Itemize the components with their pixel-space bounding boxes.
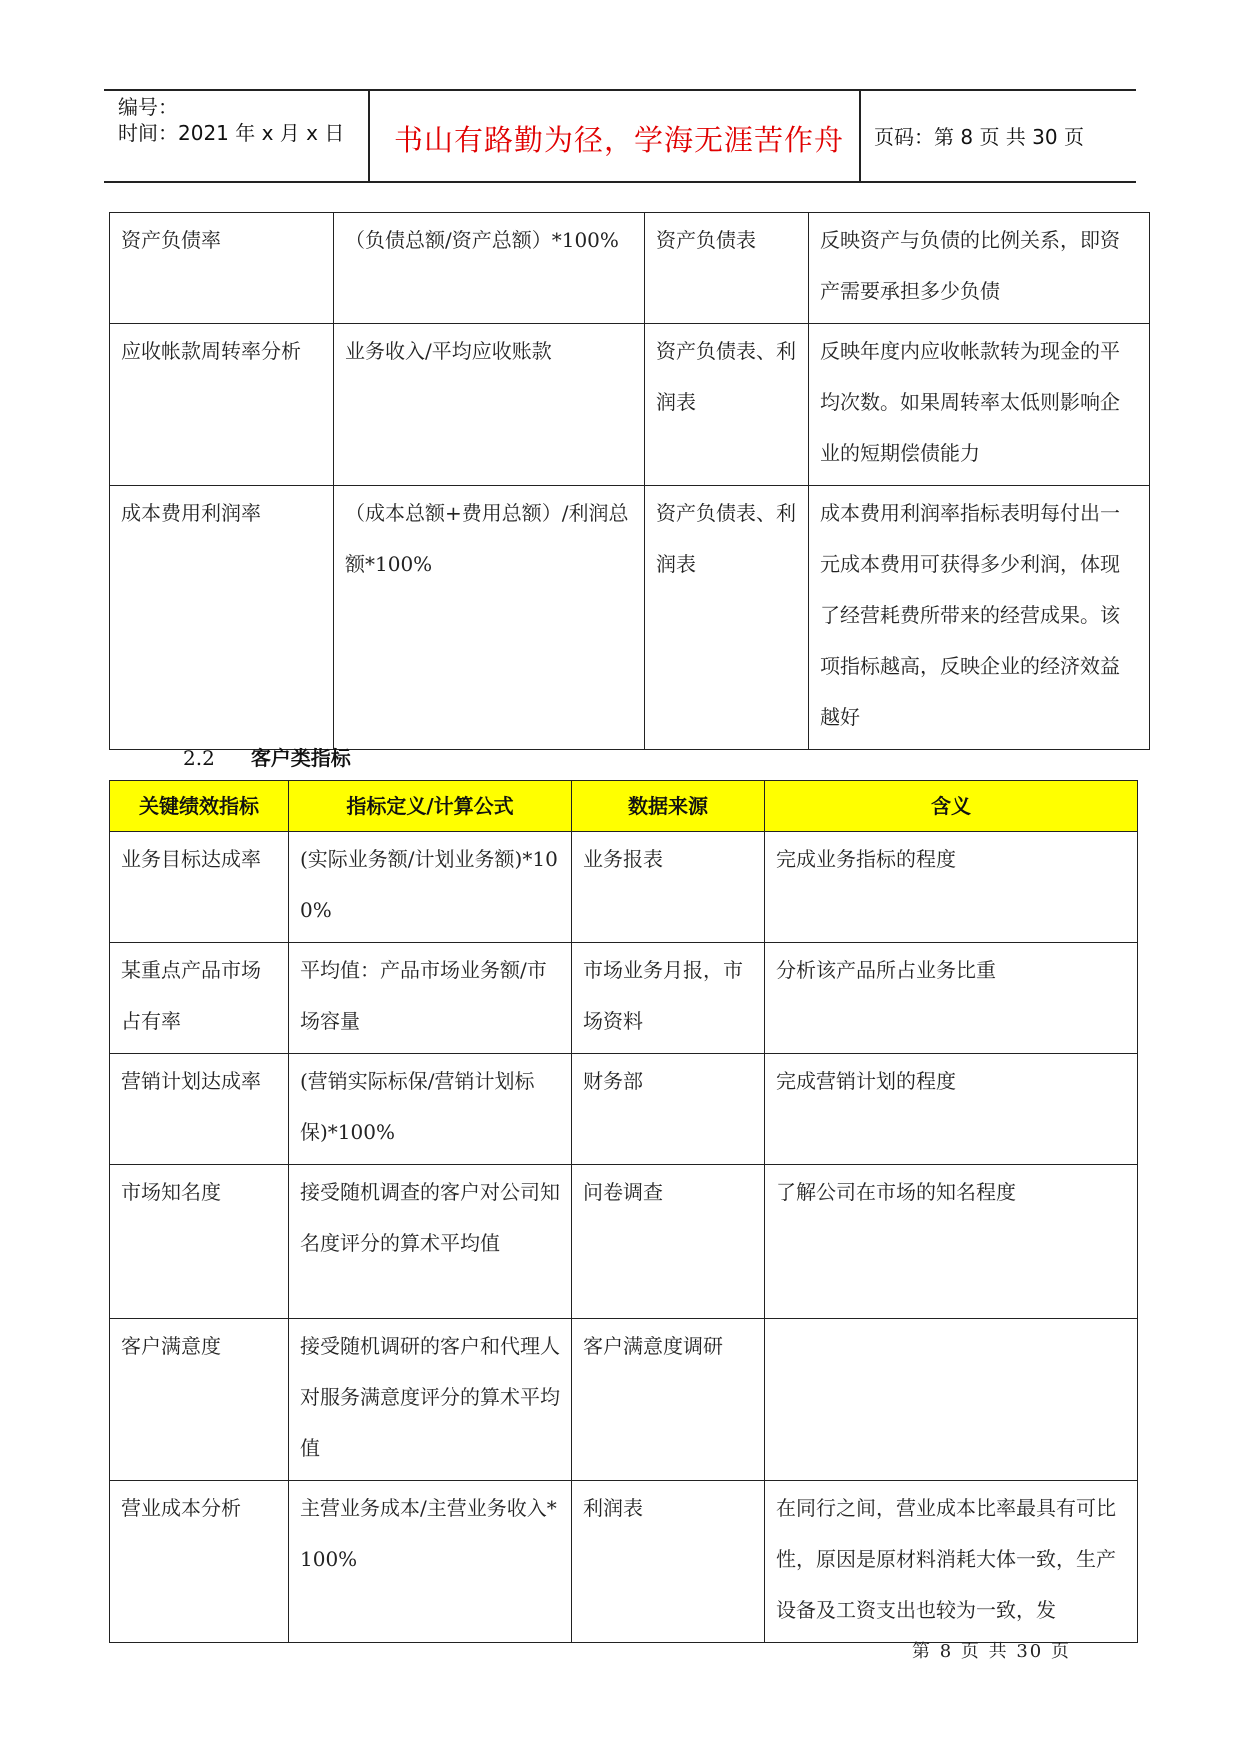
table-cell: 接受随机调研的客户和代理人对服务满意度评分的算术平均值 [289, 1319, 572, 1481]
table-cell: 反映资产与负债的比例关系，即资产需要承担多少负债 [809, 213, 1150, 324]
table-cell: 资产负债表、利润表 [645, 324, 809, 486]
table-cell: 接受随机调查的客户对公司知名度评分的算术平均值 [289, 1165, 572, 1319]
table-cell: 了解公司在市场的知名程度 [765, 1165, 1138, 1319]
table-cell: 分析该产品所占业务比重 [765, 943, 1138, 1054]
table-cell: （负债总额/资产总额）*100% [334, 213, 645, 324]
table-row [110, 1054, 1138, 1165]
table-row [110, 486, 1150, 750]
table-cell: 营业成本分析 [110, 1481, 289, 1643]
table-cell: （成本总额+费用总额）/利润总额*100% [334, 486, 645, 750]
table-cell: (营销实际标保/营销计划标保)*100% [289, 1054, 572, 1165]
table-cell: 完成业务指标的程度 [765, 832, 1138, 943]
table-cell: 应收帐款周转率分析 [110, 324, 334, 486]
table-cell: 资产负债率 [110, 213, 334, 324]
table-row [110, 1165, 1138, 1319]
table-cell: 业务收入/平均应收账款 [334, 324, 645, 486]
serial-label: 编号： [118, 95, 178, 119]
table-row [110, 1481, 1138, 1643]
table-cell: 业务目标达成率 [110, 832, 289, 943]
table-cell: 平均值：产品市场业务额/市场容量 [289, 943, 572, 1054]
table-cell: 某重点产品市场占有率 [110, 943, 289, 1054]
table-cell: 利润表 [572, 1481, 765, 1643]
table-row [110, 943, 1138, 1054]
table-cell: 业务报表 [572, 832, 765, 943]
table-row [110, 832, 1138, 943]
table-cell: 成本费用利润率 [110, 486, 334, 750]
header-divider-left [368, 89, 370, 183]
table-cell: 成本费用利润率指标表明每付出一元成本费用可获得多少利润，体现了经营耗费所带来的经营成果。该项指标越高，反映企业的经济效益越好 [809, 486, 1150, 750]
financial-indicator-table [109, 212, 1150, 750]
table-cell: 客户满意度调研 [572, 1319, 765, 1481]
header-bottom-rule [104, 181, 1136, 183]
table-cell: (实际业务额/计划业务额)*100% [289, 832, 572, 943]
page-footer: 第 8 页 共 30 页 [912, 1641, 1071, 1662]
section-title: 客户类指标 [250, 746, 351, 770]
column-header: 关键绩效指标 [110, 781, 289, 832]
table-cell: 营销计划达成率 [110, 1054, 289, 1165]
table-row [110, 213, 1150, 324]
table-cell: 客户满意度 [110, 1319, 289, 1481]
header-top-rule [104, 89, 1136, 91]
table-cell: 问卷调查 [572, 1165, 765, 1319]
table-cell: 完成营销计划的程度 [765, 1054, 1138, 1165]
column-header: 数据来源 [572, 781, 765, 832]
table-cell: 资产负债表、利润表 [645, 486, 809, 750]
table-cell: 资产负债表 [645, 213, 809, 324]
table-cell: 市场知名度 [110, 1165, 289, 1319]
table-cell: 主营业务成本/主营业务收入*100% [289, 1481, 572, 1643]
header-divider-right [859, 89, 861, 183]
table-cell [765, 1319, 1138, 1481]
table-row [110, 1319, 1138, 1481]
table-cell: 在同行之间，营业成本比率最具有可比性，原因是原材料消耗大体一致，生产设备及工资支出也较为一致，发 [765, 1481, 1138, 1643]
motto-text: 书山有路勤为径，学海无涯苦作舟 [394, 123, 845, 157]
customer-indicator-table [109, 780, 1138, 1643]
section-heading [183, 742, 351, 771]
page-label: 页码：第 8 页 共 30 页 [874, 125, 1084, 149]
column-header: 含义 [765, 781, 1138, 832]
table-row [110, 324, 1150, 486]
date-label: 时间：2021 年 x 月 x 日 [118, 121, 345, 145]
column-header: 指标定义/计算公式 [289, 781, 572, 832]
table-header-row [110, 781, 1138, 832]
table-cell: 市场业务月报，市场资料 [572, 943, 765, 1054]
section-number: 2.2 [183, 746, 215, 770]
table-cell: 反映年度内应收帐款转为现金的平均次数。如果周转率太低则影响企业的短期偿债能力 [809, 324, 1150, 486]
table-cell: 财务部 [572, 1054, 765, 1165]
